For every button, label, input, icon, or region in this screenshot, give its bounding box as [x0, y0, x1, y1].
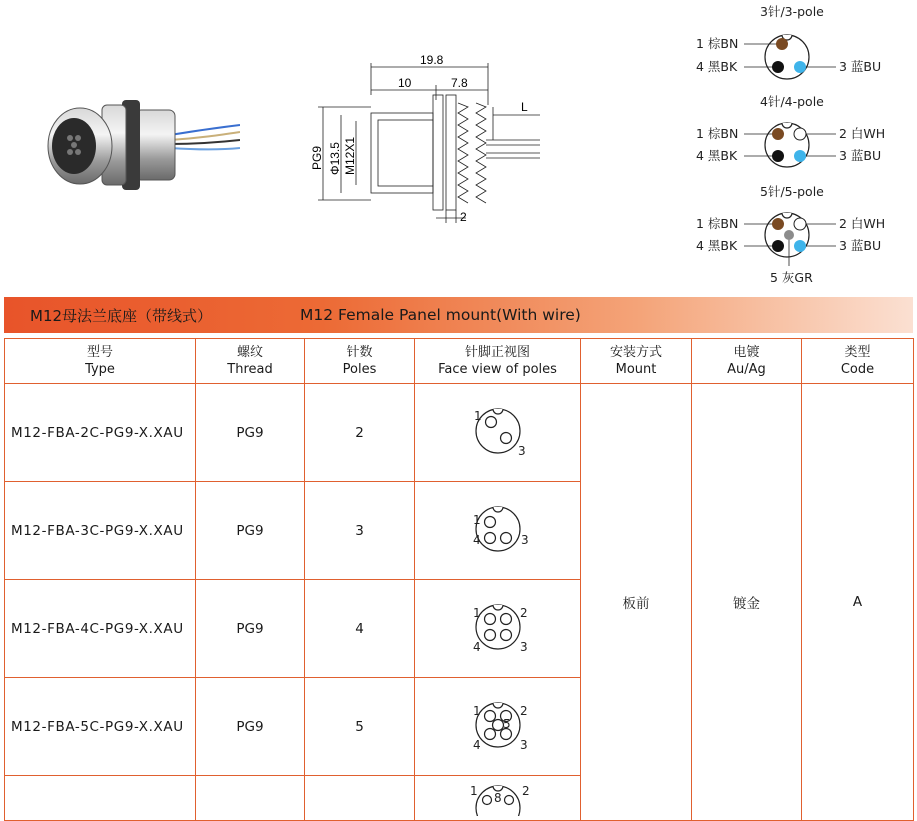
svg-text:3: 3: [519, 639, 528, 654]
cell-poles: 5: [305, 678, 415, 776]
svg-text:1: 1: [472, 703, 481, 718]
svg-text:3: 3: [517, 443, 526, 458]
cell-face-view: [415, 678, 581, 776]
pin-label-right-top: 2 白WH: [839, 216, 886, 231]
svg-text:8: 8: [493, 791, 502, 805]
pin-white: [794, 218, 806, 230]
header-code: 类型 Code: [802, 339, 914, 384]
header-plating: 电镀 Au/Ag: [692, 339, 802, 384]
cell-type: M12-FBA-2C-PG9-X.XAU: [5, 384, 196, 482]
dim-dia: Φ13.5: [328, 142, 342, 175]
header-type: 型号 Type: [5, 339, 196, 384]
cell-face-view: [415, 580, 581, 678]
pin-label-left-top: 1 棕BN: [696, 216, 739, 231]
pin-blue: [794, 240, 806, 252]
svg-text:3: 3: [519, 737, 528, 752]
pin-blue: [794, 61, 806, 73]
face-view-8-pole: [448, 776, 548, 816]
pinout-3-pole: [690, 2, 910, 82]
pin-brown: [776, 38, 788, 50]
dim-flange: 2: [460, 210, 467, 224]
face-view-3-pole: [448, 489, 548, 569]
face-view-5-pole: [448, 685, 548, 765]
pinout-title: 4针/4-pole: [760, 94, 824, 109]
cell-type: M12-FBA-4C-PG9-X.XAU: [5, 580, 196, 678]
pinout-title: 3针/3-pole: [760, 4, 824, 19]
spec-table: [4, 338, 914, 821]
svg-text:2: 2: [519, 703, 528, 718]
pinout-5-pole: [690, 182, 910, 290]
cell-code: A: [802, 384, 914, 821]
pin-black: [772, 240, 784, 252]
dimension-drawing: [308, 45, 543, 235]
header-face-view: 针脚正视图 Face view of poles: [415, 339, 581, 384]
pin-label-right-bottom: 3 蓝BU: [839, 59, 882, 74]
pin-label-left-bottom: 4 黑BK: [696, 59, 738, 74]
svg-text:1: 1: [469, 784, 478, 798]
dim-cable: L: [521, 100, 528, 114]
cell-type: M12-FBA-5C-PG9-X.XAU: [5, 678, 196, 776]
cell-face-view: [415, 384, 581, 482]
pin-label-right-top: 2 白WH: [839, 126, 886, 141]
pin-label-left-bottom: 4 黑BK: [696, 238, 738, 253]
cell-type: M12-FBA-3C-PG9-X.XAU: [5, 482, 196, 580]
pin-label-left-top: 1 棕BN: [696, 126, 739, 141]
section-banner: [4, 297, 913, 333]
pin-brown: [772, 128, 784, 140]
face-view-2-pole: [448, 391, 548, 471]
svg-text:3: 3: [520, 532, 529, 547]
svg-text:4: 4: [472, 639, 481, 654]
dim-pg: PG9: [310, 145, 324, 170]
pinout-title: 5针/5-pole: [760, 184, 824, 199]
pin-gray: [784, 230, 794, 240]
header-mount: 安装方式 Mount: [581, 339, 692, 384]
pin-white: [794, 128, 806, 140]
cell-plating: 镀金: [692, 384, 802, 821]
banner-title-en: M12 Female Panel mount(With wire): [300, 306, 581, 324]
cell-poles: 4: [305, 580, 415, 678]
svg-text:4: 4: [472, 737, 481, 752]
svg-text:1: 1: [473, 408, 482, 423]
header-poles: 针数 Poles: [305, 339, 415, 384]
dim-thread: 7.8: [451, 76, 468, 90]
cell-thread: PG9: [196, 482, 305, 580]
svg-text:5: 5: [502, 716, 511, 731]
pin-label-left-top: 1 棕BN: [696, 36, 739, 51]
cell-poles: 2: [305, 384, 415, 482]
pin-brown: [772, 218, 784, 230]
dim-body: 10: [398, 76, 412, 90]
face-view-4-pole: [448, 587, 548, 667]
pinout-4-pole: [690, 92, 910, 172]
svg-text:1: 1: [472, 512, 481, 527]
cell-thread: PG9: [196, 678, 305, 776]
pin-black: [772, 61, 784, 73]
pin-label-right-bottom: 3 蓝BU: [839, 238, 882, 253]
svg-text:4: 4: [472, 532, 481, 547]
svg-text:2: 2: [519, 605, 528, 620]
pin-label-left-bottom: 4 黑BK: [696, 148, 738, 163]
banner-title-cn: M12母法兰底座（带线式）: [30, 306, 213, 325]
dim-overall: 19.8: [420, 53, 444, 67]
cell-poles: 3: [305, 482, 415, 580]
cell-mount: 板前: [581, 384, 692, 821]
dim-m12: M12X1: [343, 136, 357, 175]
product-photo: [40, 80, 240, 210]
cell-thread: PG9: [196, 384, 305, 482]
table-header-row: [5, 339, 914, 384]
table-row: [5, 384, 914, 482]
svg-text:2: 2: [521, 784, 530, 798]
svg-text:1: 1: [472, 605, 481, 620]
pin-label-right-bottom: 3 蓝BU: [839, 148, 882, 163]
cell-thread: PG9: [196, 580, 305, 678]
pin-black: [772, 150, 784, 162]
pin-label-center: 5 灰GR: [770, 270, 813, 285]
header-thread: 螺纹 Thread: [196, 339, 305, 384]
cell-face-view: [415, 482, 581, 580]
pin-blue: [794, 150, 806, 162]
